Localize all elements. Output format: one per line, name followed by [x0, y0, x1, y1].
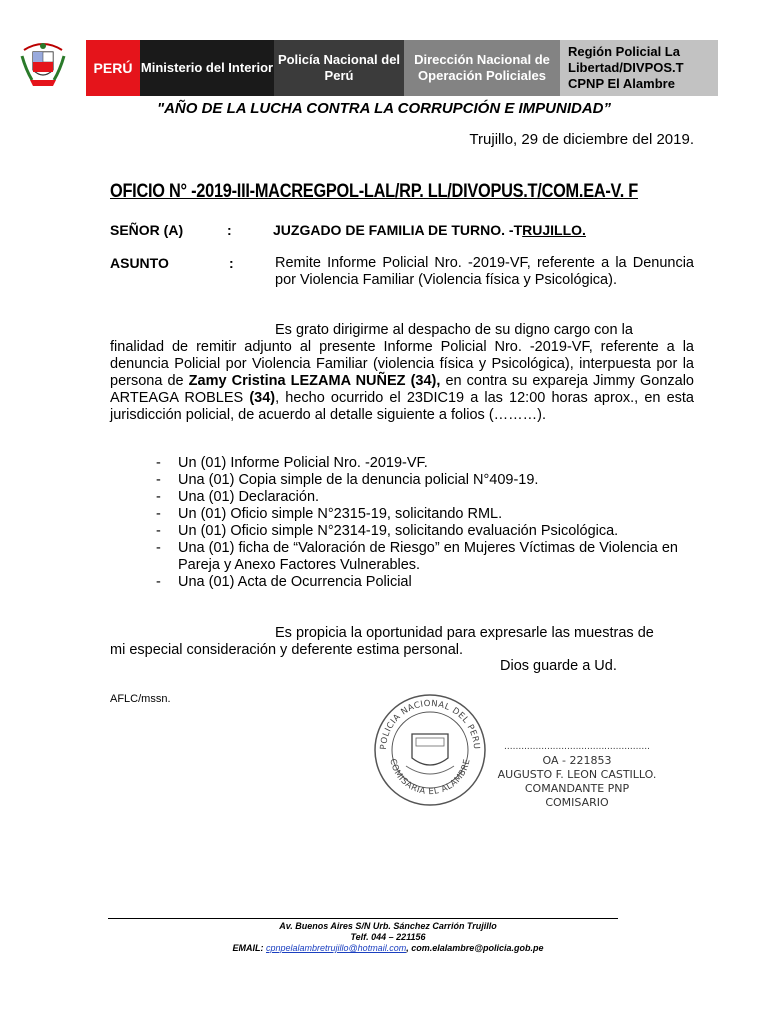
senor-value: JUZGADO DE FAMILIA DE TURNO. -TRUJILLO.	[273, 222, 586, 238]
document-date: Trujillo, 29 de diciembre del 2019.	[469, 131, 694, 148]
list-item: - Una (01) ficha de “Valoración de Riesgo” en Mujeres Víctimas de Violencia en Pareja y Anexo Factores Vulnerables.	[150, 540, 695, 574]
year-motto: "AÑO DE LA LUCHA CONTRA LA CORRUPCIÓN E IMPUNIDAD”	[156, 100, 612, 117]
header-ministerio: Ministerio del Interior	[140, 40, 274, 96]
header-policia: Policía Nacional del Perú	[274, 40, 404, 96]
attachments-list	[150, 455, 695, 591]
asunto-colon: :	[229, 255, 234, 271]
senor-colon: :	[227, 222, 232, 238]
body-first-line: Es grato dirigirme al despacho de su digno cargo con la	[275, 322, 633, 338]
closing-paragraph: Es propicia la oportunidad para expresarle las muestras de mi especial consideración y deferente estima personal.	[110, 625, 654, 658]
list-item: - Un (01) Informe Policial Nro. -2019-VF.	[150, 455, 695, 472]
list-item: - Una (01) Acta de Ocurrencia Policial	[150, 574, 695, 591]
seal-bottom-text: COMISARIA EL ALAMBRE	[387, 757, 473, 798]
initials: AFLC/mssn.	[110, 693, 171, 705]
list-item: - Un (01) Oficio simple N°2315-19, solicitando RML.	[150, 506, 695, 523]
svg-text:COMISARIA EL ALAMBRE	[387, 758, 472, 797]
seal-top-text: POLICIA NACIONAL DEL PERU	[378, 698, 482, 751]
header-peru: PERÚ	[86, 40, 140, 96]
asunto-text: Remite Informe Policial Nro. -2019-VF, referente a la Denuncia por Violencia Familiar (Violencia física y Psicológica).	[275, 255, 694, 288]
closing-dios: Dios guarde a Ud.	[500, 658, 617, 674]
signature-rank: COMANDANTE PNP	[524, 782, 630, 795]
list-item: - Un (01) Oficio simple N°2314-19, solicitando evaluación Psicológica.	[150, 523, 695, 540]
senor-label: SEÑOR (A)	[110, 222, 184, 238]
list-item: - Una (01) Copia simple de la denuncia policial N°409-19.	[150, 472, 695, 489]
signature-oa: OA - 221853	[542, 754, 612, 767]
footer-email: EMAIL: cpnpelalambretrujillo@hotmail.com, com.elalambre@policia.gob.pe	[232, 943, 544, 953]
signature-line: ...................................................	[504, 742, 650, 752]
signature-block	[492, 740, 662, 810]
footer-phone: Telf. 044 – 221156	[350, 932, 426, 942]
footer	[108, 921, 668, 954]
footer-divider	[108, 918, 618, 919]
signature-role: COMISARIO	[545, 796, 609, 809]
police-seal-stamp	[372, 692, 488, 808]
list-item: - Una (01) Declaración.	[150, 489, 695, 506]
footer-address: Av. Buenos Aires S/N Urb. Sánchez Carrión Trujillo	[279, 921, 497, 931]
email-link[interactable]: cpnpelalambretrujillo@hotmail.com	[266, 943, 407, 953]
asunto-label: ASUNTO	[110, 255, 169, 271]
oficio-number: OFICIO N° -2019-III-MACREGPOL-LAL/RP. LL/DIVOPUS.T/COM.EA-V. F	[110, 181, 638, 202]
victim-name: Zamy Cristina LEZAMA NUÑEZ (34),	[188, 373, 441, 389]
svg-text:POLICIA NACIONAL DEL PERU	[379, 699, 481, 750]
header-direccion: Dirección Nacional de Operación Policiales	[404, 40, 560, 96]
peru-coat-of-arms-logo	[20, 40, 66, 92]
body-paragraph: Es grato dirigirme al despacho de su digno cargo con la finalidad de remitir adjunto al presente Informe Policial Nro. -2019-VF, referente a la denuncia Policial por Violencia Familiar (violencia física y Psicológica), interpuesta por la persona de Zamy Cristina LEZAMA NUÑEZ (34), en contra su expareja Jimmy Gonzalo ARTEAGA ROBLES (34), hecho ocurrido el 23DIC19 a las 12:00 horas aprox., en esta jurisdicción policial, de acuerdo al detalle siguiente a folios (………).	[110, 322, 694, 423]
signature-name: AUGUSTO F. LEON CASTILLO.	[497, 768, 657, 781]
header-region: Región Policial La Libertad/DIVPOS.T CPNP El Alambre	[560, 40, 718, 96]
